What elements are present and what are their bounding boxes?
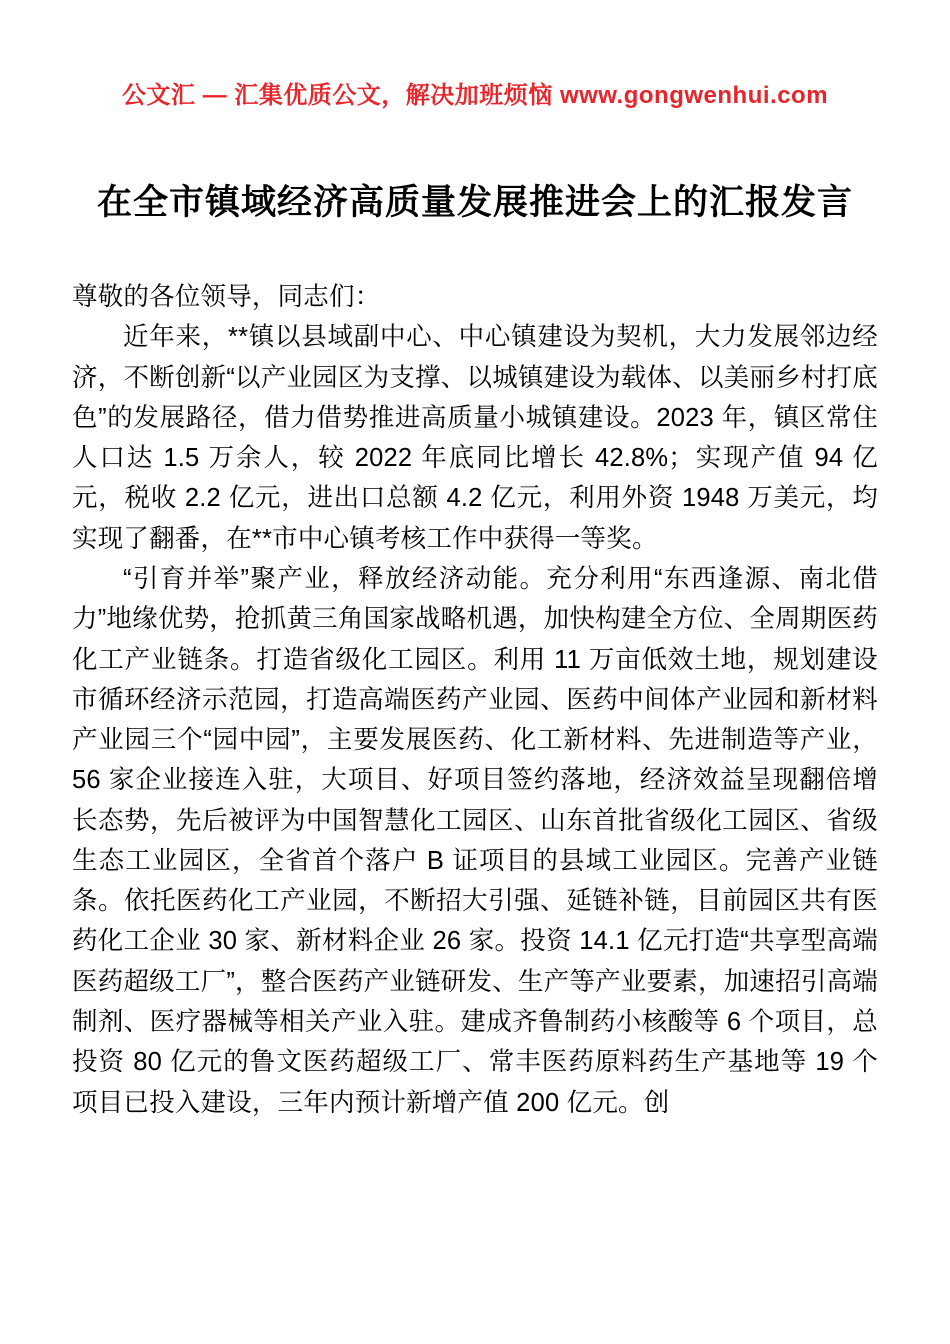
- paragraph: “引育并举”聚产业，释放经济动能。充分利用“东西逢源、南北借力”地缘优势，抢抓黄三角国家战略机遇，加快构建全方位、全周期医药化工产业链条。打造省级化工园区。利用 11 万亩低效土地，规划建设市循环经济示范园，打造高端医药产业园、医药中间体产业园和新材料产业园三个“园中园”，主要发展医药、化工新材料、先进制造等产业，56 家企业接连入驻，大项目、好项目签约落地，经济效益呈现翻倍增长态势，先后被评为中国智慧化工园区、山东首批省级化工园区、省级生态工业园区，全省首个落户 B 证项目的县域工业园区。完善产业链条。依托医药化工产业园，不断招大引强、延链补链，目前园区共有医药化工企业 30 家、新材料企业 26 家。投资 14.1 亿元打造“共享型高端医药超级工厂”，整合医药产业链研发、生产等产业要素，加速招引高端制剂、医疗器械等相关产业入驻。建成齐鲁制药小核酸等 6 个项目，总投资 80 亿元的鲁文医药超级工厂、常丰医药原料药生产基地等 19 个项目已投入建设，三年内预计新增产值 200 亿元。创: [72, 564, 878, 1117]
- document-body: [72, 277, 878, 1123]
- page-title: 在全市镇域经济高质量发展推进会上的汇报发言: [96, 182, 853, 222]
- site-watermark: 公文汇 — 汇集优质公文，解决加班烦恼 www.gongwenhui.com: [121, 82, 829, 109]
- paragraph: 近年来，**镇以县域副中心、中心镇建设为契机，大力发展邻边经济，不断创新“以产业园区为支撑、以城镇建设为载体、以美丽乡村打底色”的发展路径，借力借势推进高质量小城镇建设。2023 年，镇区常住人口达 1.5 万余人，较 2022 年底同比增长 42.8%；实现产值 94 亿元，税收 2.2 亿元，进出口总额 4.2 亿元，利用外资 1948 万美元，均实现了翻番，在**市中心镇考核工作中获得一等奖。: [72, 323, 878, 553]
- salutation-line: 尊敬的各位领导，同志们：: [72, 282, 381, 311]
